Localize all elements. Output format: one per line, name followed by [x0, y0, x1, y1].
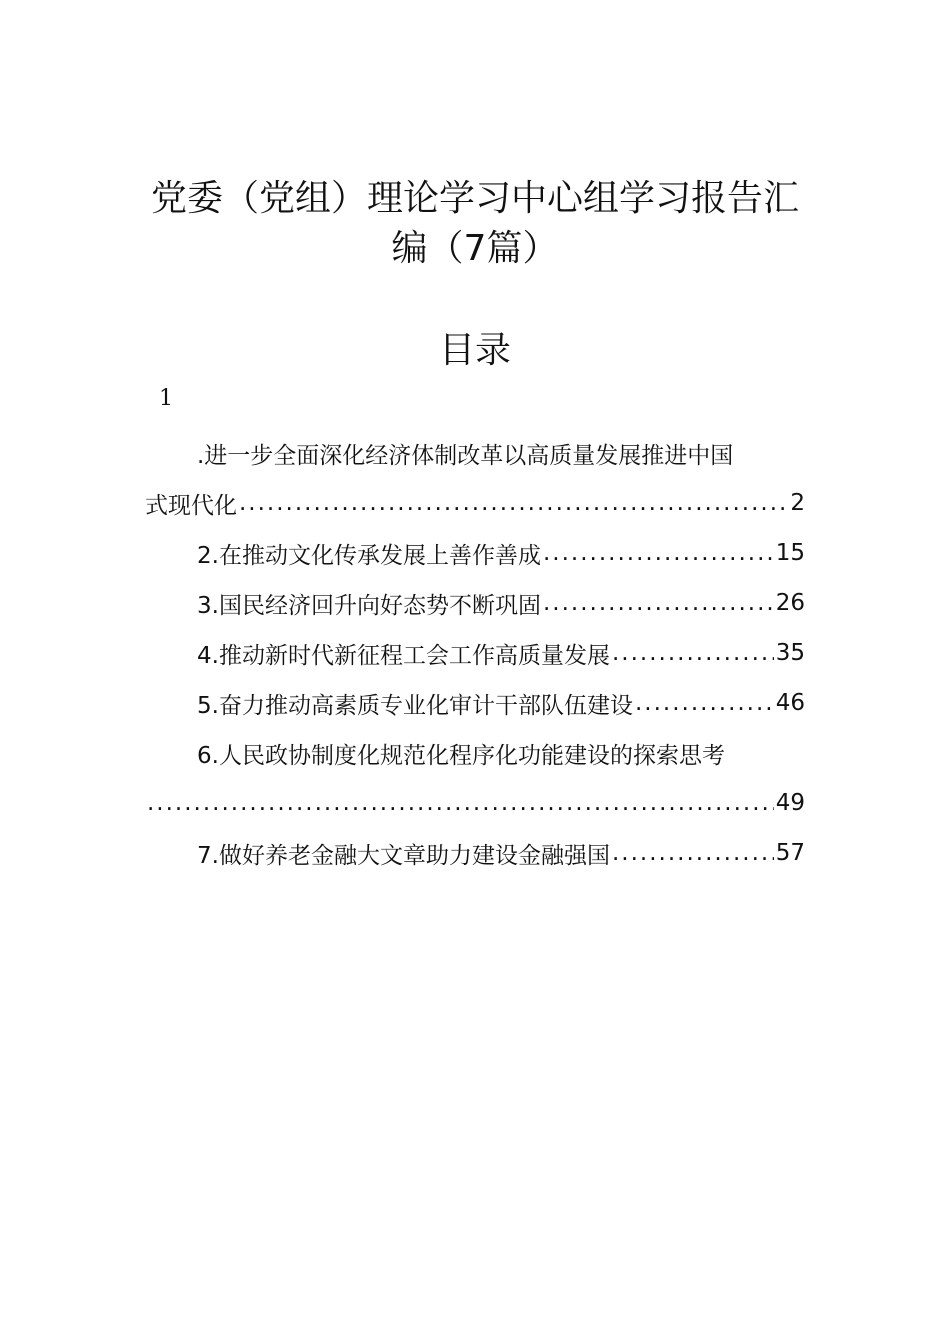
toc-entry-page: 46 — [775, 690, 805, 716]
toc-entry-title: 5.奋力推动高素质专业化审计干部队伍建设 — [197, 692, 633, 719]
toc-entry-4[interactable] — [145, 628, 805, 678]
stray-number: 1 — [159, 386, 173, 411]
toc-entry-page: 26 — [775, 590, 805, 616]
toc-entry-7[interactable] — [145, 828, 805, 878]
toc-entry-2[interactable] — [145, 528, 805, 578]
toc-dot-leader — [635, 690, 774, 716]
toc-entry-3[interactable] — [145, 578, 805, 628]
toc-dot-leader — [147, 790, 774, 816]
toc-entry-title: 3.国民经济回升向好态势不断巩固 — [197, 592, 541, 619]
table-of-contents — [145, 428, 805, 878]
toc-entry-6-line-1[interactable] — [145, 728, 805, 778]
toc-entry-1-line-2[interactable] — [145, 478, 805, 528]
toc-entry-5[interactable] — [145, 678, 805, 728]
toc-entry-page: 49 — [775, 790, 805, 816]
document-title-line-1: 党委（党组）理论学习中心组学习报告汇 — [150, 178, 799, 219]
toc-entry-page: 15 — [775, 540, 805, 566]
toc-entry-title-continued: 式现代化 — [145, 492, 237, 519]
toc-entry-6-line-2[interactable] — [145, 778, 805, 828]
toc-entry-title: 2.在推动文化传承发展上善作善成 — [197, 542, 541, 569]
toc-dot-leader — [239, 490, 788, 516]
toc-dot-leader — [543, 540, 774, 566]
toc-entry-page: 2 — [790, 490, 805, 516]
toc-entry-1-line-1[interactable] — [145, 428, 805, 478]
toc-entry-title: 7.做好养老金融大文章助力建设金融强国 — [197, 842, 610, 869]
toc-entry-page: 35 — [775, 640, 805, 666]
toc-dot-leader — [543, 590, 774, 616]
toc-entry-title: 6.人民政协制度化规范化程序化功能建设的探索思考 — [197, 742, 725, 769]
toc-entry-page: 57 — [775, 840, 805, 866]
toc-entry-title: .进一步全面深化经济体制改革以高质量发展推进中国 — [197, 442, 734, 469]
document-title-line-2: 编（7篇） — [391, 228, 559, 269]
document-title — [140, 174, 810, 274]
toc-dot-leader — [612, 840, 774, 866]
toc-heading: 目录 — [438, 330, 511, 371]
toc-entry-title: 4.推动新时代新征程工会工作高质量发展 — [197, 642, 610, 669]
toc-dot-leader — [612, 640, 774, 666]
